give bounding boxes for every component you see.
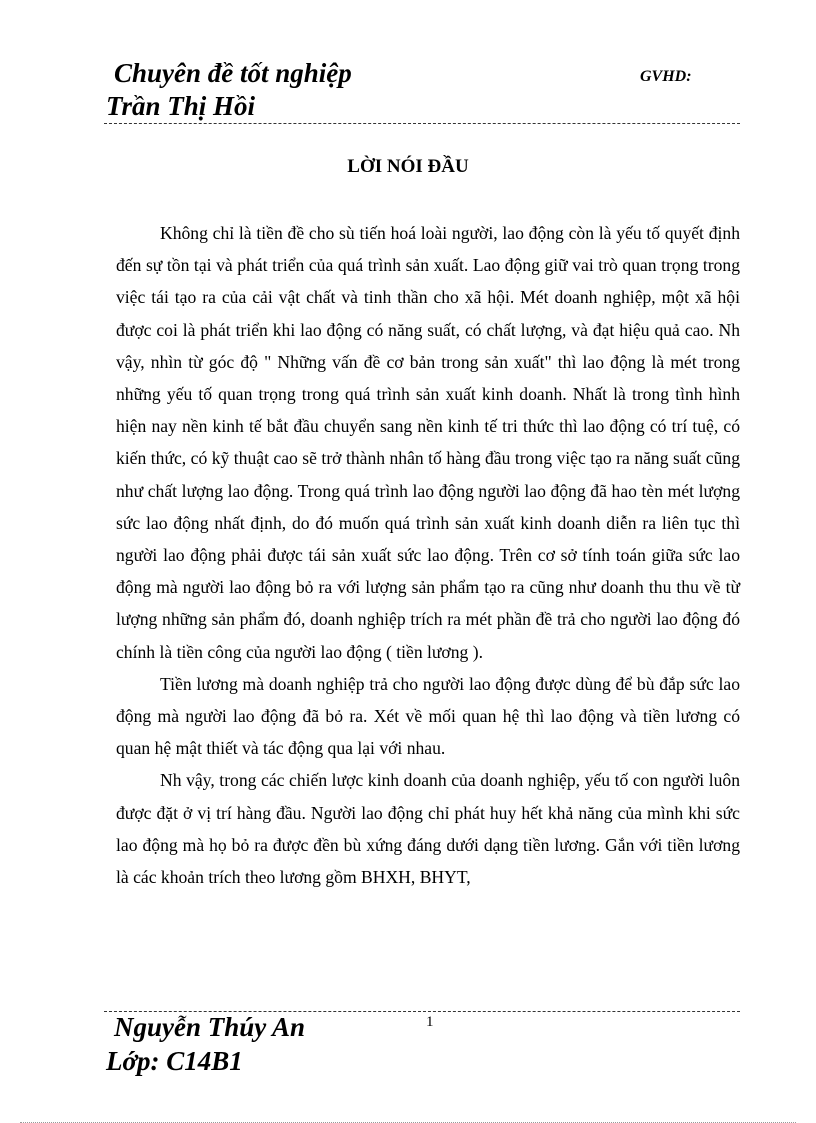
class-label: Lớp: C14B1 <box>106 1046 243 1076</box>
student-name: Nguyễn Thúy An <box>114 1012 306 1042</box>
page-number: 1 <box>426 1014 434 1030</box>
advisor-label: GVHD: <box>640 68 692 85</box>
advisor-name: Trần Thị Hồi <box>106 91 256 121</box>
paragraph: Không chỉ là tiền đề cho sù tiến hoá loài người, lao động còn là yếu tố quyết định đến sự tồn tại và phát triển của quá trình sản xuất. Lao động giữ vai trò quan trọng trong việc tái tạo ra của cải vật chất và tinh thần cho xã hội. Mét doanh nghiệp, một xã hội được coi là phát triển khi lao động có năng suất, có chất lượng, và đạt hiệu quả cao. Nh vậy, nhìn từ góc độ " Những vấn đề cơ bản trong sản xuất" thì lao động là mét trong những yếu tố quan trọng trong quá trình sản xuất kinh doanh. Nhất là trong tình hình hiện nay nền kinh tế bắt đầu chuyển sang nền kinh tế tri thức thì lao động có trí tuệ, có kiến thức, có kỹ thuật cao sẽ trở thành nhân tố hàng đầu trong việc tạo ra năng suất cũng như chất lượng lao động. Trong quá trình lao động người lao động đã hao tèn mét lượng sức lao động nhất định, do đó muốn quá trình sản xuất kinh doanh diễn ra liên tục thì người lao động phải được tái sản xuất sức lao động. Trên cơ sở tính toán giữa sức lao động mà người lao động bỏ ra với lượng sản phẩm tạo ra cũng như doanh thu thu về từ lượng những sản phẩm đó, doanh nghiệp trích ra mét phần đề trả cho người lao động đó chính là tiền công của người lao động ( tiền lương ). <box>116 223 740 662</box>
header-title: Chuyên đề tốt nghiệp <box>114 58 352 88</box>
header-divider <box>104 123 740 124</box>
paragraph: Nh vậy, trong các chiến lược kinh doanh của doanh nghiệp, yếu tố con người luôn được đặt ở vị trí hàng đầu. Người lao động chỉ phát huy hết khả năng của mình khi sức lao động mà họ bỏ ra được đền bù xứng đáng dưới dạng tiền lương. Gắn với tiền lương là các khoản trích theo lương gồm BHXH, BHYT, <box>116 770 740 888</box>
document-body <box>116 217 740 893</box>
paragraph: Tiền lương mà doanh nghiệp trả cho người lao động được dùng để bù đắp sức lao động mà người lao động đã bỏ ra. Xét về mối quan hệ thì lao động và tiền lương có quan hệ mật thiết và tác động qua lại với nhau. <box>116 673 740 759</box>
document-heading: LỜI NÓI ĐẦU <box>347 156 469 177</box>
